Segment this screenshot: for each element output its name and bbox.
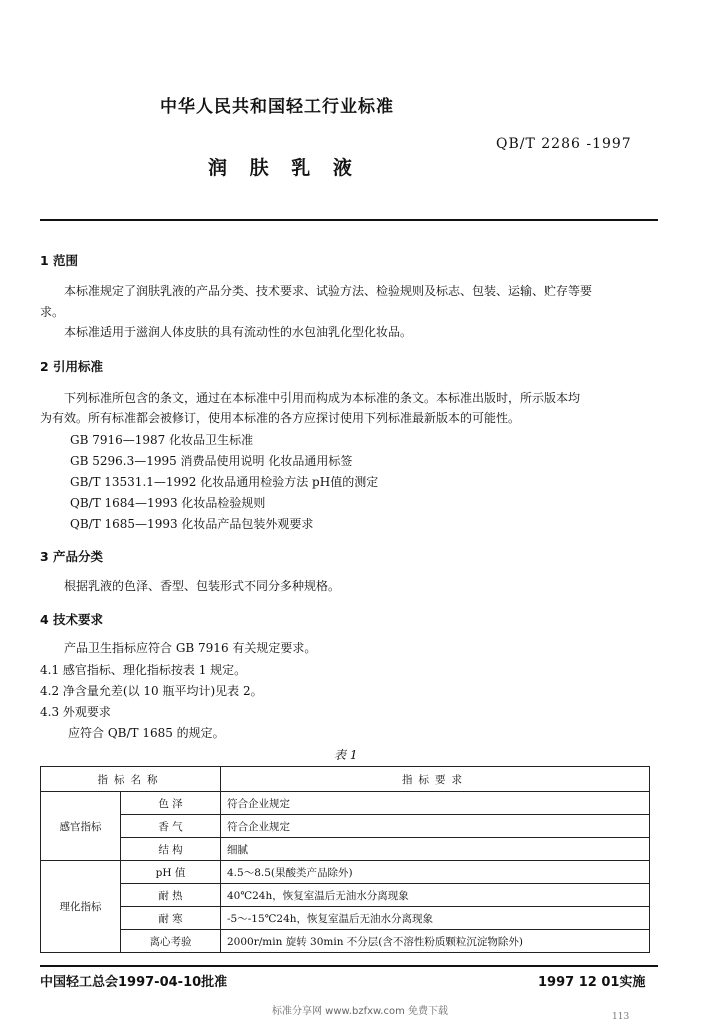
section-1-para-1b: 求。 bbox=[40, 305, 65, 319]
table-row bbox=[41, 930, 650, 953]
group-sensory: 感官指标 bbox=[41, 792, 121, 861]
indicator-name: pH 值 bbox=[121, 861, 221, 884]
issuing-org: 中华人民共和国轻工行业标准 bbox=[160, 97, 394, 117]
table-header-row bbox=[41, 767, 650, 792]
table-caption: 表 1 bbox=[334, 748, 358, 762]
clause-4-1: 4.1 感官指标、理化指标按表 1 规定。 bbox=[40, 663, 247, 677]
indicator-requirement: 4.5～8.5(果酸类产品除外) bbox=[221, 861, 650, 884]
table-row bbox=[41, 838, 650, 861]
indicator-name: 耐 热 bbox=[121, 884, 221, 907]
clause-4-3: 4.3 外观要求 bbox=[40, 705, 111, 719]
clause-4-2: 4.2 净含量允差(以 10 瓶平均计)见表 2。 bbox=[40, 684, 263, 698]
table-row bbox=[41, 907, 650, 930]
header-requirement: 指标要求 bbox=[221, 767, 650, 792]
header-indicator: 指标名称 bbox=[41, 767, 221, 792]
standard-code: QB/T 2286 -1997 bbox=[496, 136, 632, 152]
table-row bbox=[41, 792, 650, 815]
indicator-requirement: 符合企业规定 bbox=[221, 792, 650, 815]
section-4-para-1: 产品卫生指标应符合 GB 7916 有关规定要求。 bbox=[64, 641, 317, 655]
indicator-name: 离心考验 bbox=[121, 930, 221, 953]
reference-item: GB 5296.3—1995 消费品使用说明 化妆品通用标签 bbox=[70, 454, 353, 468]
table-row bbox=[41, 861, 650, 884]
table-row bbox=[41, 884, 650, 907]
indicator-requirement: 细腻 bbox=[221, 838, 650, 861]
section-1-para-2: 本标准适用于滋润人体皮肤的具有流动性的水包油乳化型化妆品。 bbox=[64, 325, 413, 339]
page-number: 113 bbox=[612, 1012, 630, 1022]
section-3-para-1: 根据乳液的色泽、香型、包装形式不同分多种规格。 bbox=[64, 579, 341, 593]
section-3-heading: 3 产品分类 bbox=[40, 549, 104, 564]
watermark: 标准分享网 www.bzfxw.com 免费下载 bbox=[272, 1006, 448, 1017]
reference-item: QB/T 1685—1993 化妆品产品包装外观要求 bbox=[70, 517, 314, 531]
indicator-requirement: 符合企业规定 bbox=[221, 815, 650, 838]
reference-item: QB/T 1684—1993 化妆品检验规则 bbox=[70, 496, 266, 510]
indicator-name: 香 气 bbox=[121, 815, 221, 838]
reference-item: GB/T 13531.1—1992 化妆品通用检验方法 pH值的测定 bbox=[70, 475, 379, 489]
section-4-heading: 4 技术要求 bbox=[40, 612, 104, 627]
section-2-para-1b: 为有效。所有标准都会被修订，使用本标准的各方应探讨使用下列标准最新版本的可能性。 bbox=[40, 411, 521, 425]
indicator-requirement: -5～-15℃24h，恢复室温后无油水分离现象 bbox=[221, 907, 650, 930]
section-1-heading: 1 范围 bbox=[40, 253, 79, 268]
document-title: 润 肤 乳 液 bbox=[208, 157, 360, 179]
reference-item: GB 7916—1987 化妆品卫生标准 bbox=[70, 433, 254, 447]
indicator-requirement: 40℃24h，恢复室温后无油水分离现象 bbox=[221, 884, 650, 907]
clause-4-3-para: 应符合 QB/T 1685 的规定。 bbox=[68, 726, 225, 740]
section-2-para-1a: 下列标准所包含的条文，通过在本标准中引用而构成为本标准的条文。本标准出版时，所示版本均 bbox=[64, 391, 581, 405]
indicator-name: 耐 寒 bbox=[121, 907, 221, 930]
indicator-name: 结 构 bbox=[121, 838, 221, 861]
section-2-heading: 2 引用标准 bbox=[40, 359, 104, 374]
table-row bbox=[41, 815, 650, 838]
group-physchem: 理化指标 bbox=[41, 861, 121, 953]
approval-date: 中国轻工总会1997-04-10批准 bbox=[40, 975, 228, 990]
indicator-name: 色 泽 bbox=[121, 792, 221, 815]
spec-table bbox=[40, 766, 650, 953]
header-rule bbox=[40, 219, 658, 221]
section-1-para-1a: 本标准规定了润肤乳液的产品分类、技术要求、试验方法、检验规则及标志、包装、运输、贮存等要 bbox=[64, 284, 593, 298]
effective-date: 1997 12 01实施 bbox=[538, 975, 646, 990]
indicator-requirement: 2000r/min 旋转 30min 不分层(含不溶性粉质颗粒沉淀物除外) bbox=[221, 930, 650, 953]
footer-rule bbox=[40, 965, 658, 967]
